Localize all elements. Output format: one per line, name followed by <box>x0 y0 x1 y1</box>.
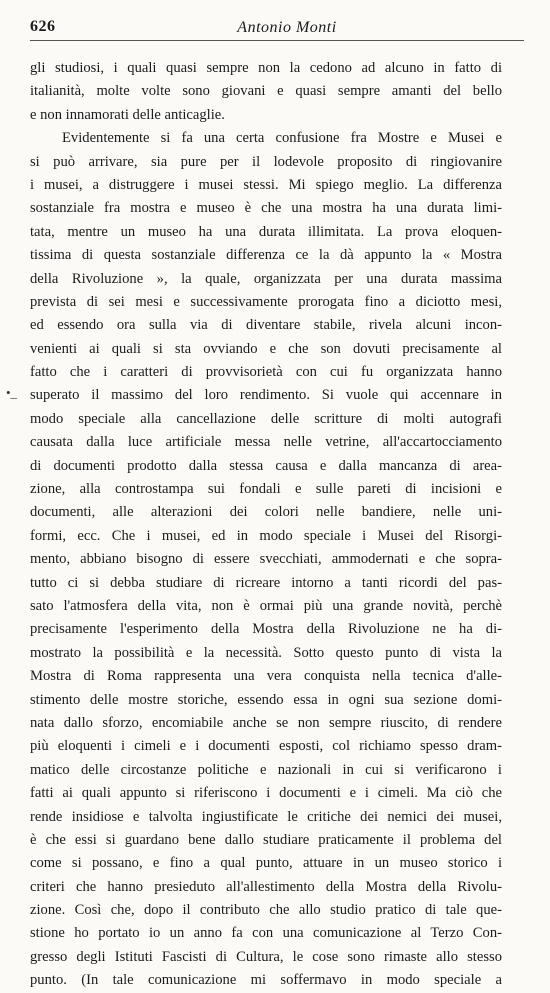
text-line: stimento delle mostre storiche, essendo essa in ogni sua sezione domi- <box>30 691 502 708</box>
text-line: tutto ci si debba studiare di ricreare intorno a tanti ricordi del pas- <box>30 574 502 591</box>
text-line: gli studiosi, i quali quasi sempre non la cedono ad alcuno in fatto di <box>30 60 502 76</box>
text-line: sostanziale fra mostra e museo è che una mostra ha una durata limi- <box>30 200 502 217</box>
text-line: zione, alla controstampa sui fondali e sulle pareti di incisioni e <box>30 481 502 498</box>
text-line: italianità, molte volte sono giovani e quasi sempre amanti del bello <box>30 83 502 100</box>
text-line: matico delle circostanze politiche e nazionali in cui si verificarono i <box>30 761 502 778</box>
text-line: fatti ai quali appunto si riferiscono i documenti e i cimeli. Ma ciò che <box>30 785 502 802</box>
text-line: prevista di sei mesi e successivamente prorogata fino a diciotto mesi, <box>30 293 502 310</box>
text-line: sato l'atmosfera della vita, non è ormai più una grande novità, perchè <box>30 597 502 614</box>
text-line: modo speciale alla cancellazione delle scritture di molti autografi <box>30 410 502 427</box>
text-line: Evidentemente si fa una certa confusione fra Mostre e Musei e <box>62 130 502 147</box>
header-rule <box>30 40 524 41</box>
margin-mark: •_ <box>6 385 18 400</box>
running-head: Antonio Monti <box>237 19 337 36</box>
text-line: più eloquenti i cimeli e i documenti esposti, col richiamo spesso dram- <box>30 738 502 755</box>
text-line: come si possano, e fino a qual punto, attuare in un museo storico i <box>30 855 502 872</box>
text-line: e non innamorati delle anticaglie. <box>30 106 225 123</box>
text-line: zione. Così che, dopo il contributo che allo studio pratico di tale que- <box>30 902 502 919</box>
text-line: venienti ai quali si sta ovviando e che son dovuti precisamente al <box>30 340 502 357</box>
text-line: documenti, alle alterazioni dei colori nelle bandiere, nelle uni- <box>30 504 502 521</box>
text-line: i musei, a distruggere i musei stessi. Mi spiego meglio. La differenza <box>30 176 502 193</box>
text-line: Mostra di Roma rappresenta una vera conquista nella tecnica d'alle- <box>30 668 502 685</box>
text-line: formi, ecc. Che i musei, ed in modo speciale i Musei del Risorgi- <box>30 527 502 544</box>
text-line: causata dalla luce artificiale messa nelle vetrine, all'accartocciamento <box>30 434 502 451</box>
text-line: mento, abbiano bisogno di essere svecchiati, ammodernati e che sopra- <box>30 551 502 568</box>
text-line: gresso degli Istituti Fascisti di Cultura, le cose sono rimaste allo stesso <box>30 948 502 965</box>
body-text <box>30 57 502 993</box>
text-line: stione ho portato io un anno fa con una comunicazione al Terzo Con- <box>30 925 502 942</box>
text-line: precisamente l'esperimento della Mostra della Rivoluzione ne ha di- <box>30 621 502 638</box>
text-line: criteri che hanno presieduto all'allestimento della Mostra della Rivolu- <box>30 878 502 895</box>
text-line: mostrato la possibilità e la necessità. Sotto questo punto di vista la <box>30 644 502 661</box>
page-header <box>30 14 524 38</box>
text-line: tata, mentre un museo ha una durata illimitata. La prova eloquen- <box>30 223 502 240</box>
text-line: superato il massimo del loro rendimento. Si vuole qui accennare in <box>30 387 502 404</box>
text-line: ed essendo ora sulla via di diventare stabile, rivela alcuni incon- <box>30 317 502 334</box>
text-line: punto. (In tale comunicazione mi soffermavo in modo speciale a <box>30 972 502 989</box>
text-line: fatto che i caratteri di provvisorietà con cui fu organizzata hanno <box>30 364 502 381</box>
text-line: è che essi si guardano bene dallo studiare praticamente il problema del <box>30 831 502 848</box>
text-line: di documenti prodotto dalla stessa causa e dalla mancanza di area- <box>30 457 502 474</box>
text-line: tissima di questa sostanziale differenza ce la dà appunto la « Mostra <box>30 247 502 264</box>
page-number: 626 <box>30 18 56 35</box>
text-line: si può arrivare, sia pure per il lodevole proposito di ringiovanire <box>30 153 502 170</box>
text-line: della Rivoluzione », la quale, organizzata per una durata massima <box>30 270 502 287</box>
text-line: rende insidiose e talvolta ingiustificate le critiche dei nemici dei musei, <box>30 808 502 825</box>
text-line: nata dallo sforzo, encomiabile anche se non sempre riuscito, di rendere <box>30 714 502 731</box>
